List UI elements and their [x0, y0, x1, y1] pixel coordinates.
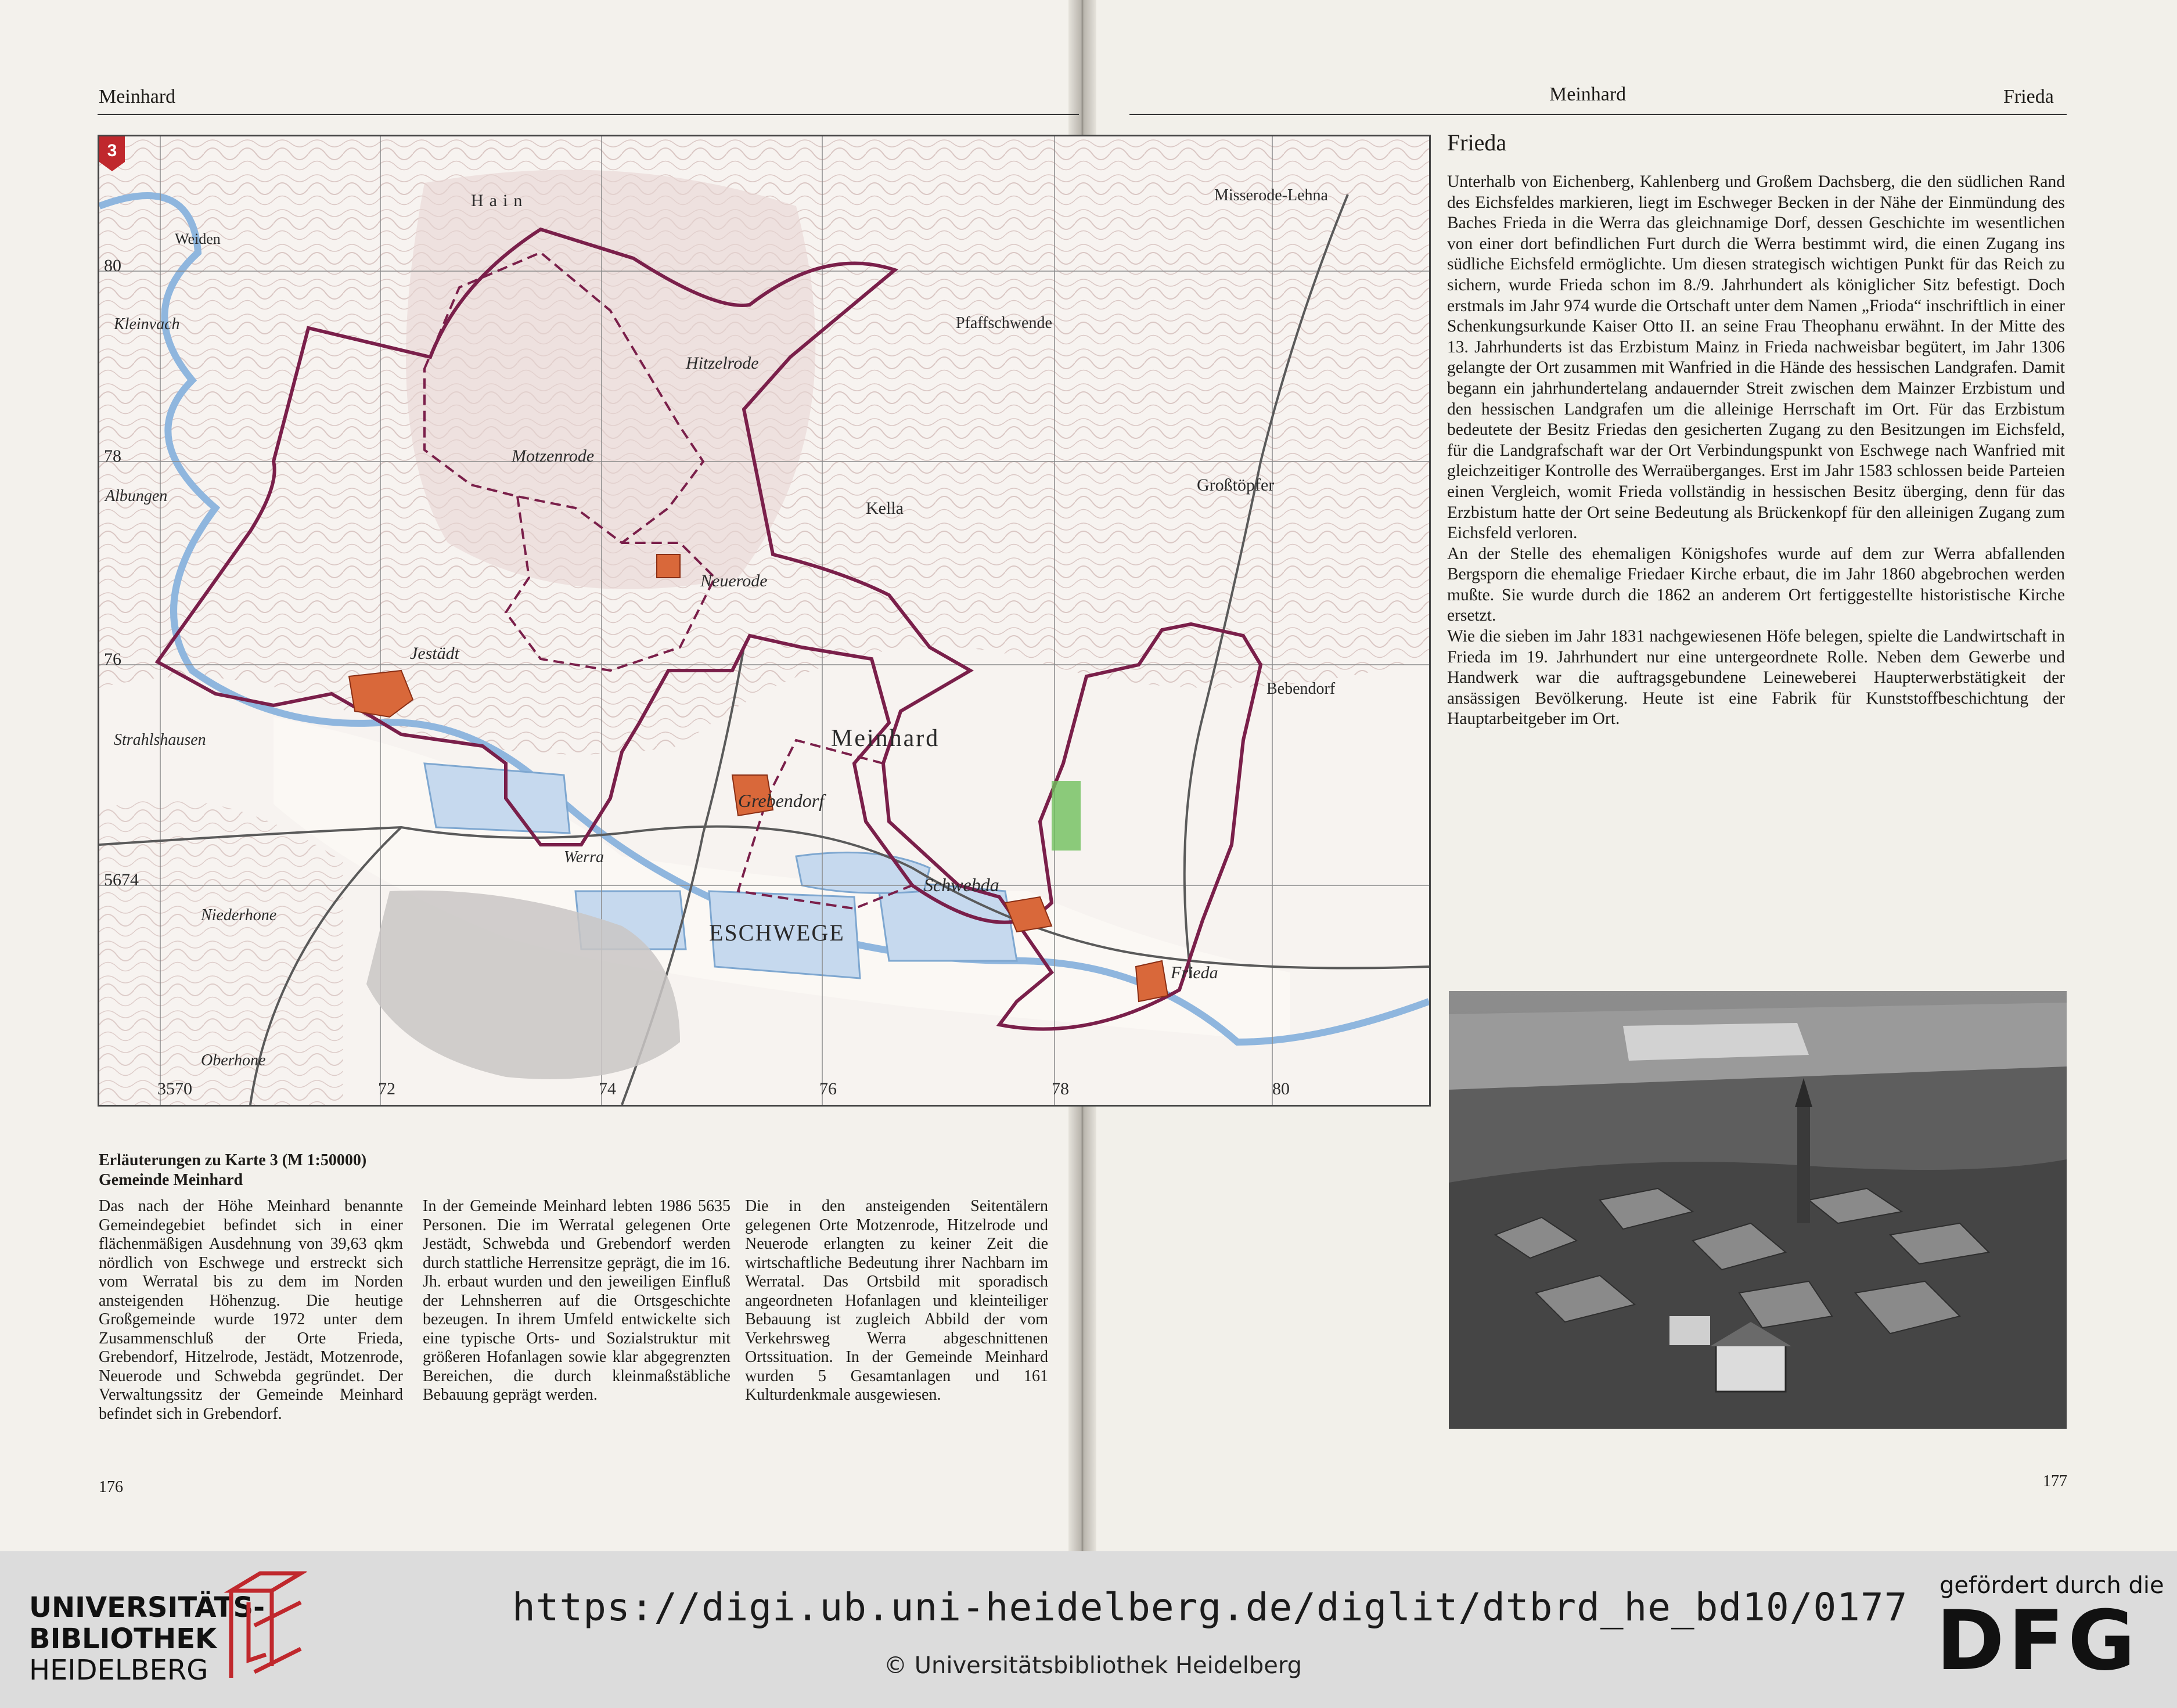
photo-svg [1449, 991, 2067, 1429]
caption-column-3: Die in den ansteigenden Seitentälern gelegenen Orte Motzenrode, Hitzelrode und Neuerode erlangten zu keiner Zeit die wirtschaftliche Bedeutung ihrer Nachbarn im Werratal. Das Ortsbild mit sporadisch angeordneten Hofanlagen und kleinteiliger Bebauung ist zugleich Abbild der vom Verkehrsweg Werra abgeschnittenen Ortssituation. In der Gemeinde Meinhard wurden 5 Gesamtanlagen und 161 Kulturdenkmale ausgewiesen. [745, 1197, 1048, 1404]
hill-shading-north [406, 170, 815, 590]
place-strahlshausen: Strahlshausen [114, 731, 206, 749]
place-grebendorf: Grebendorf [738, 790, 825, 811]
place-jestaedt: Jestädt [410, 644, 459, 663]
grid-label-80: 80 [104, 256, 121, 275]
footer-bar [0, 1551, 2177, 1708]
place-kleinvach: Kleinvach [114, 315, 180, 333]
dfg-logo[interactable]: DFG [1936, 1593, 2139, 1689]
place-schwebda: Schwebda [924, 874, 999, 895]
right-running-header-right: Frieda [2003, 86, 2054, 107]
map-number: 3 [107, 141, 117, 160]
ub-line-1: UNIVERSITÄTS- [29, 1591, 265, 1624]
place-frieda: Frieda [1171, 963, 1218, 982]
grid-label-80b: 80 [1272, 1079, 1290, 1098]
caption-title: Erläuterungen zu Karte 3 (M 1:50000) [99, 1151, 367, 1169]
place-misserode-lehna: Misserode-Lehna [1214, 186, 1328, 204]
place-werra: Werra [564, 848, 604, 866]
grid-label-78b: 78 [1052, 1079, 1069, 1098]
page-number-right: 177 [2043, 1472, 2067, 1490]
grid-label-3570: 3570 [157, 1079, 192, 1098]
document-url[interactable]: https://digi.ub.uni-heidelberg.de/diglit/dtbrd_he_bd10/0177 [512, 1585, 1908, 1630]
grid-label-78: 78 [104, 446, 121, 466]
grid-label-5674: 5674 [104, 870, 139, 889]
topographic-map [98, 135, 1431, 1107]
grid-label-76b: 76 [819, 1079, 837, 1098]
place-niederhone: Niederhone [201, 906, 277, 924]
place-oberhone: Oberhone [201, 1051, 266, 1069]
frieda-article [1447, 172, 2065, 730]
left-header-rule [98, 114, 1079, 115]
ub-logo-icon [220, 1568, 307, 1684]
place-kella: Kella [866, 499, 904, 518]
place-hitzelrode: Hitzelrode [686, 354, 759, 373]
frieda-paragraph-1: Unterhalb von Eichenberg, Kahlenberg und Großem Dachsberg, die den südlichen Rand des Eichsfeldes markieren, liegt im Eschweger Becken in der Nähe der Einmündung des Baches Frieda in die Werra das gleichnamige Dorf, dessen Geschichte im wesentlichen von einer dort befindlichen Furt durch die Werra bestimmt wird, die einen Zugang ins südliche Eichsfeld ermöglichte. Um diesen strategisch wichtigen Punkt für das Reich zu sichern, wurde Frieda schon im 8./9. Jahrhundert als königlicher Sitz befestigt. Doch erstmals im Jahr 974 wurde die Ortschaft unter dem Namen „Frioda“ inschriftlich in einer Schenkungsurkunde Kaiser Otto II. an seine Frau Theophanu erwähnt. In der Mitte des 13. Jahrhunderts ist das Erzbistum Mainz in Frieda nachweisbar begütert, im Jahr 1306 gelangte der Ort zusammen mit Wanfried in die Hände des hessischen Landgrafen. Damit begann ein jahrhundertelang andauernder Streit zwischen dem Mainzer Erzbistum und den hessischen Landgrafen um die alleinige Herrschaft im Ort. Für das Erzbistum bedeutete der Besitz Friedas den gesicherten Zugang zu den Besitzungen im Eichsfeld, für die Landgrafschaft war der Ort Verbindungspunkt von Eschwege nach Wanfried mit gleichzeitiger Kontrolle des Werraüberganges. Erst im Jahr 1583 schlossen beide Parteien einen Vergleich, womit Frieda vollständig in hessischen Besitz überging, denn für das Erzbistum hatte der Ort seine Bedeutung als Brückenkopf für den alleinigen Zugang zum Eichsfeld verloren. [1447, 172, 2065, 543]
place-neuerode: Neuerode [700, 571, 768, 590]
ub-line-2: BIBLIOTHEK [29, 1623, 217, 1655]
frieda-aerial-photo [1449, 991, 2067, 1429]
right-header-rule [1129, 114, 2067, 115]
place-hain: Hain [471, 191, 528, 210]
frieda-paragraph-3: Wie die sieben im Jahr 1831 nachgewiesenen Höfe belegen, spielte die Landwirtschaft in Frieda im 19. Jahrhundert nur eine untergeordnete Rolle. Neben dem Gewerbe und Handwerk war die auftragsgebundene Leineweberei Haupterwerbstätigkeit der ansässigen Bevölkerung. Heute ist eine Fabrik für Kunststoffbeschichtung der Hauptarbeitgeber im Ort. [1447, 627, 2065, 729]
place-meinhard: Meinhard [831, 725, 940, 752]
place-eschwege: ESCHWEGE [709, 920, 845, 946]
page-number-left: 176 [99, 1478, 123, 1496]
grid-label-72: 72 [378, 1079, 395, 1098]
caption-column-1: Das nach der Höhe Meinhard benannte Gemeindegebiet befindet sich in einer flächenmäßigen Ausdehnung von 39,63 qkm nördlich von Eschwege und erstreckt sich vom Werratal bis zu dem im Norden ansteigenden Höhenzug. Die heutige Großgemeinde wurde 1972 unter dem Zusammenschluß der Orte Frieda, Grebendorf, Hitzelrode, Jestädt, Motzenrode, Neuerode und Schwebda gegründet. Der Verwaltungssitz der Gemeinde Meinhard befindet sich in Grebendorf. [99, 1197, 403, 1423]
grid-label-74: 74 [599, 1079, 616, 1098]
lake-north-grebendorf [424, 763, 570, 833]
place-grosstoepfer: Großtöpfer [1197, 475, 1275, 495]
settlement-neuerode [657, 554, 680, 578]
place-weiden: Weiden [175, 230, 221, 247]
ub-line-3: HEIDELBERG [29, 1654, 208, 1687]
caption-heading [99, 1151, 424, 1190]
funded-by-text: gefördert durch die [1939, 1572, 2164, 1599]
place-motzenrode: Motzenrode [512, 446, 595, 466]
place-bebendorf: Bebendorf [1266, 680, 1336, 698]
copyright-notice: © Universitätsbibliothek Heidelberg [884, 1652, 1302, 1679]
caption-subtitle: Gemeinde Meinhard [99, 1171, 243, 1189]
settlement-frieda [1136, 961, 1168, 1001]
green-area [1052, 781, 1081, 851]
caption-column-2: In der Gemeinde Meinhard lebten 1986 5635 Personen. Die im Werratal gelegenen Orte Jestädt, Schwebda und Grebendorf werden durch stattliche Herrensitze geprägt, die im 16. Jh. erbaut wurden und den jeweiligen Einfluß der Lehnsherren auf die Ortsgeschichte bezeugen. In ihrem Umfeld entwickelte sich eine typische Orts- und Sozialstruktur mit größeren Hofanlagen sowie klar abgegrenzten Bereichen, die durch kleinmaßstäbliche Bebauung geprägt werden. [423, 1197, 731, 1404]
place-pfaffschwende: Pfaffschwende [956, 314, 1052, 332]
place-albungen: Albungen [105, 487, 168, 505]
frieda-paragraph-2: An der Stelle des ehemaligen Königshofes wurde auf dem zur Werra abfallenden Bergsporn die ehemalige Friedaer Kirche erbaut, die im Jahr 1860 abgebrochen werden mußte. Sie wurde durch die 1862 an anderem Ort fertiggestellte historistische Kirche ersetzt. [1447, 544, 2065, 625]
frieda-heading: Frieda [1447, 129, 1507, 156]
map-svg [99, 136, 1429, 1105]
left-running-header: Meinhard [99, 86, 176, 107]
grid-label-76: 76 [104, 650, 121, 669]
right-running-header-center: Meinhard [1549, 84, 1627, 105]
